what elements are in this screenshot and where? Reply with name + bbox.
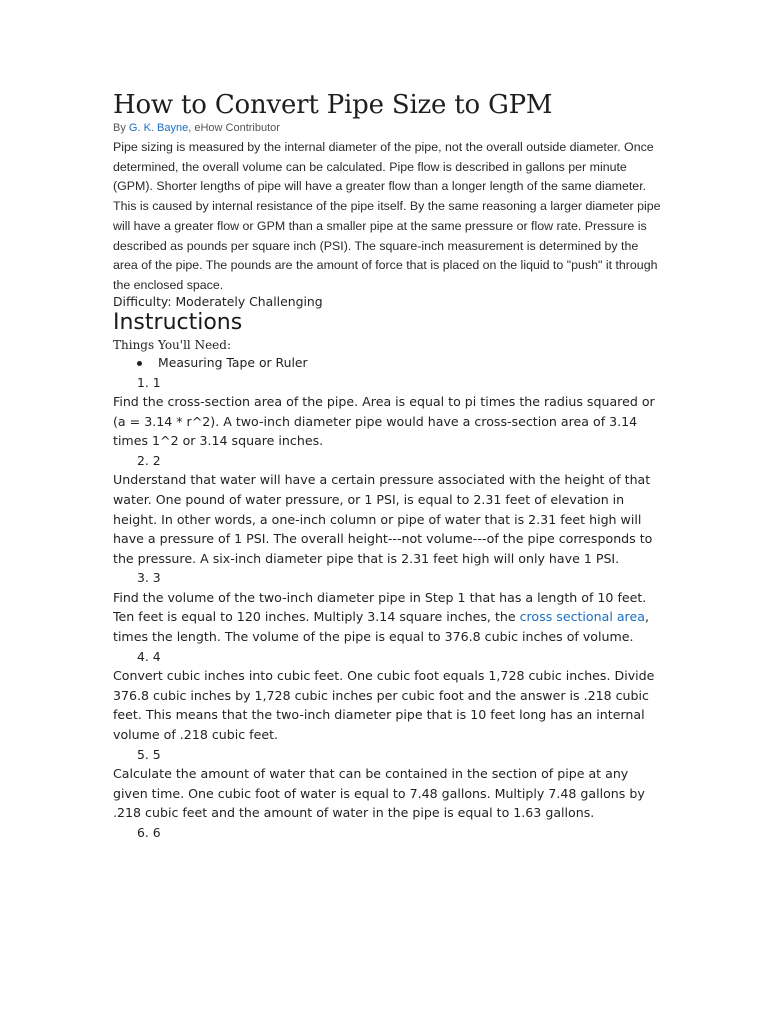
step-3-text-before: Find the volume of the two-inch diameter pipe in Step 1 that has a length of 10 feet. Ten feet is equal to 120 inches. Multiply 3.14 square inches, the: [113, 589, 647, 625]
step-number-1: 1. 1: [137, 374, 161, 390]
difficulty-label: Difficulty: Moderately Challenging: [113, 293, 323, 309]
step-number-6: 6. 6: [137, 824, 161, 840]
intro-paragraph: Pipe sizing is measured by the internal diameter of the pipe, not the overall outside diameter. Once determined, the overall volume can be calculated. Pipe flow is described in gallons per minute (GPM). Shorter lengths of pipe will have a greater flow than a longer length of the same diameter. This is caused by internal resistance of the pipe itself. By the same reasoning a larger diameter pipe will have a greater flow or GPM than a smaller pipe at the same pressure or flow rate. Pressure is described as pounds per square inch (PSI). The square-inch measurement is determined by the area of the pipe. The pounds are the amount of force that is placed on the liquid to "push" it through the enclosed space.: [113, 140, 661, 292]
bullet-icon: [137, 361, 142, 366]
step-number-3: 3. 3: [137, 570, 161, 586]
step-text-2: Understand that water will have a certain pressure associated with the height of that water. One pound of water pressure, or 1 PSI, is equal to 2.31 feet of elevation in height. In other words, a one-inch column or pipe of water that is 2.31 feet high will have a pressure of 1 PSI. The overall height---not volume---of the pipe corresponds to the pressure. A six-inch diameter pipe that is 2.31 feet high will only have 1 PSI.: [113, 472, 653, 566]
page-title: How to Convert Pipe Size to GPM: [113, 90, 553, 120]
things-needed-heading: Things You'll Need:: [113, 337, 232, 352]
instructions-heading: Instructions: [113, 309, 243, 335]
step-text-1: Find the cross-section area of the pipe. Area is equal to pi times the radius squared or (a = 3.14 * r^2). A two-inch diameter pipe would have a cross-section area of 3.14 times 1^2 or 3.14 square inches.: [113, 394, 655, 449]
step-3-text-after: , times the length. The volume of the pipe is equal to 376.8 cubic inches of volume.: [113, 609, 649, 645]
byline-suffix: , eHow Contributor: [188, 122, 280, 134]
step-text-4: Convert cubic inches into cubic feet. One cubic foot equals 1,728 cubic inches. Divide 376.8 cubic inches by 1,728 cubic inches per cubic foot and the answer is .218 cubic feet. This means that the two-inch diameter pipe that is 10 feet long has an internal volume of .218 cubic feet.: [113, 668, 655, 742]
step-number-2: 2. 2: [137, 452, 161, 468]
byline: [113, 121, 658, 135]
step-text-5: Calculate the amount of water that can be contained in the section of pipe at any given time. One cubic foot of water is equal to 7.48 gallons. Multiply 7.48 gallons by .218 cubic feet and the amount of water in the pipe is equal to 1.63 gallons.: [113, 766, 645, 821]
article: [113, 88, 661, 842]
things-item-label: Measuring Tape or Ruler: [158, 354, 308, 370]
things-list-item: [113, 353, 658, 373]
step-number-4: 4. 4: [137, 648, 161, 664]
cross-sectional-area-link[interactable]: cross sectional area: [519, 609, 645, 625]
step-number-5: 5. 5: [137, 746, 161, 762]
byline-prefix: By: [113, 122, 129, 134]
step-text-3: [113, 588, 658, 647]
author-link[interactable]: G. K. Bayne: [128, 122, 189, 134]
